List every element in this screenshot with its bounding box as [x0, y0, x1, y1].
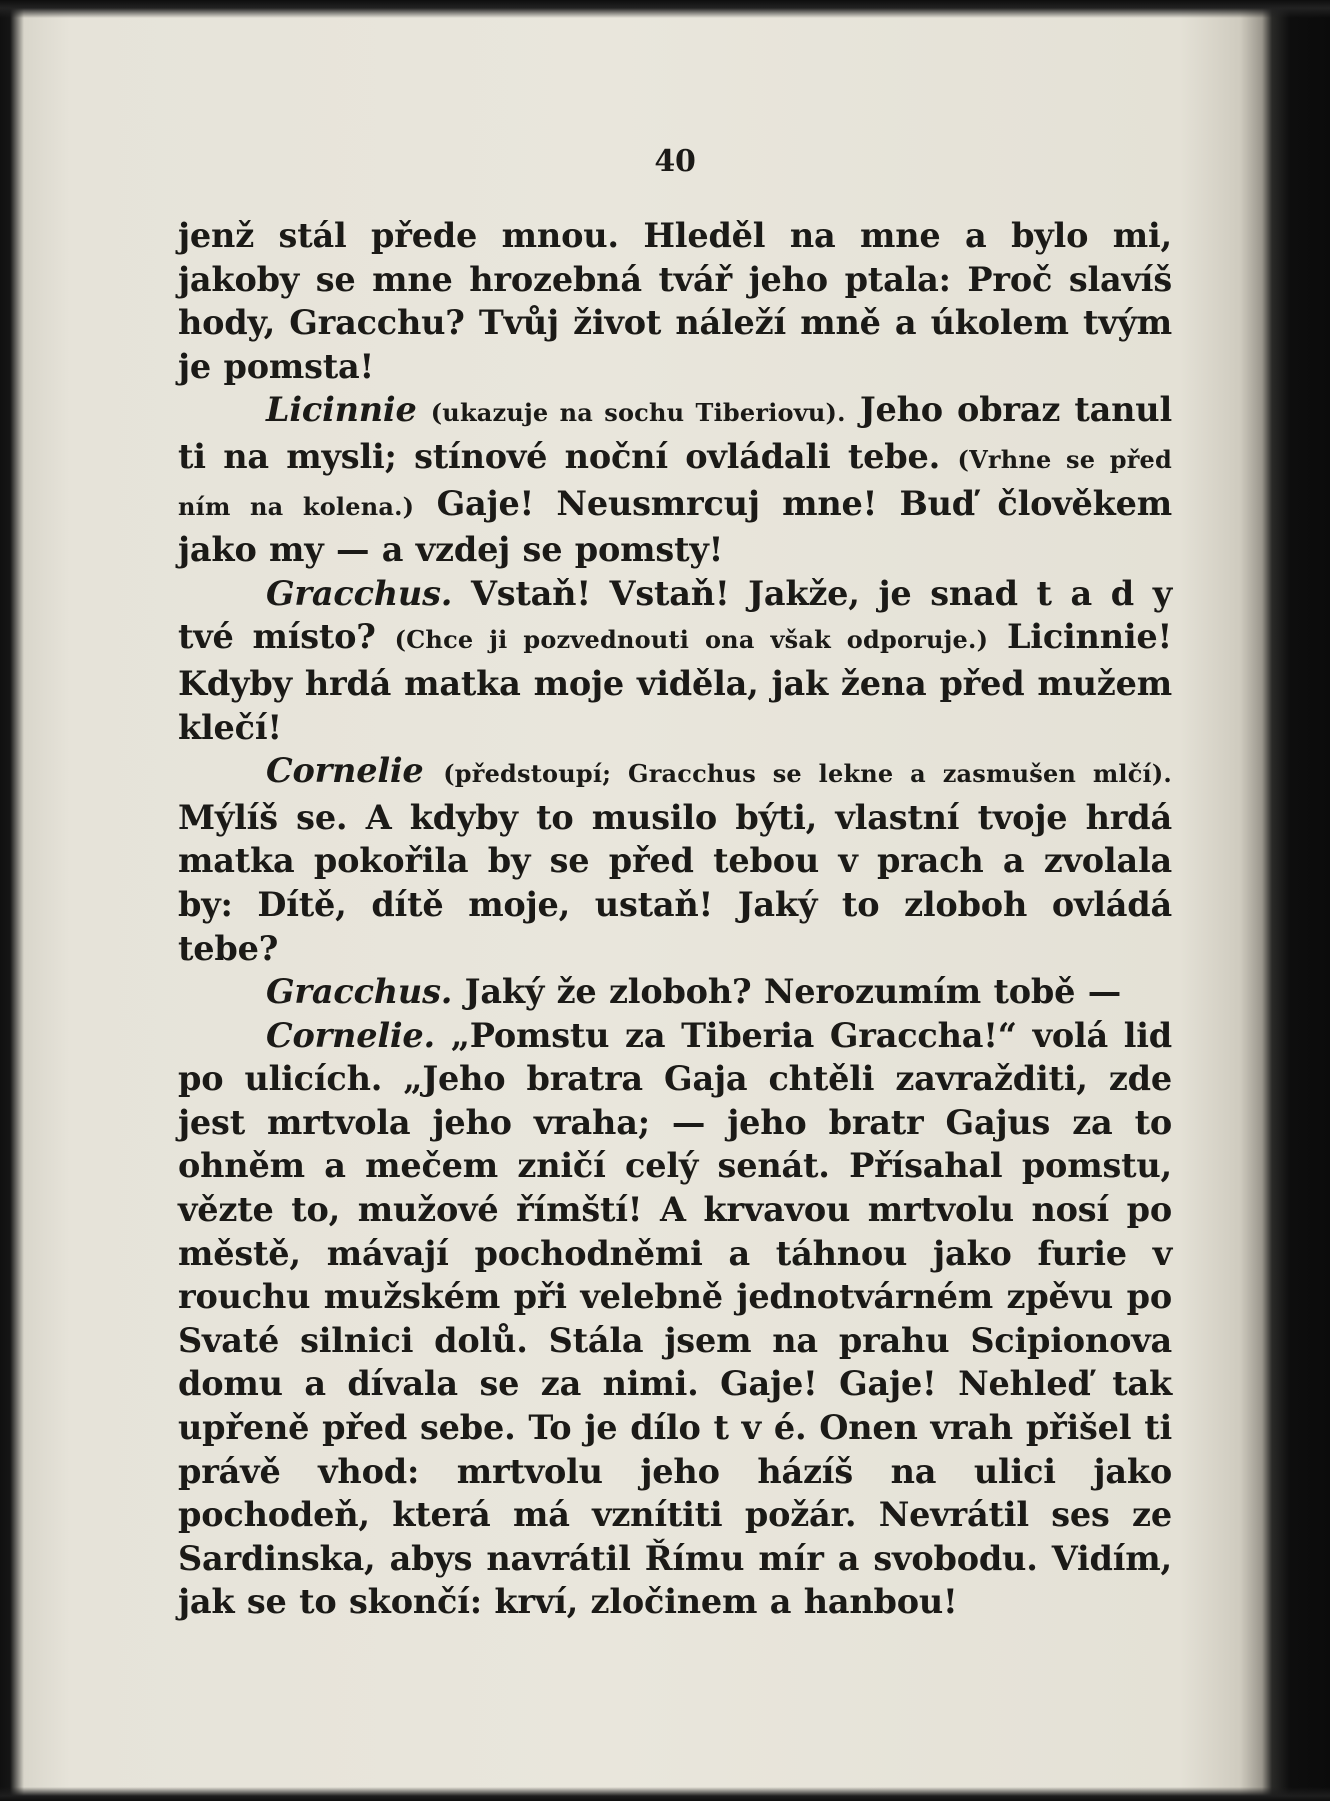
speaker-name: Licinnie	[266, 390, 417, 430]
dialogue-text: Jeho obraz tanul ti na mysli; stínové noční ovládali tebe.	[178, 390, 1172, 476]
stage-direction: (Vrhne se před ním na kolena.)	[178, 444, 1172, 521]
dialogue-text: Licinnie! Kdyby hrdá matka moje viděla, jak žena před mužem klečí!	[178, 617, 1173, 747]
dialogue-text: Gaje! Neusmrcuj mne! Buď člověkem jako my — a vzdej se pomsty!	[178, 483, 1173, 570]
paragraph	[178, 970, 1172, 1014]
top-edge-shadow	[0, 0, 1330, 18]
stage-direction: (předstoupí; Gracchus se lekne a zasmušen mlčí).	[443, 759, 1172, 789]
speaker-name: Gracchus.	[266, 972, 453, 1012]
page-text-block	[178, 132, 1172, 1624]
page-number: 40	[654, 144, 696, 179]
stage-direction: (ukazuje na sochu Tiberiovu).	[430, 398, 846, 428]
paragraph	[178, 1014, 1172, 1624]
bottom-edge-shadow	[0, 1787, 1330, 1801]
dialogue-text: Jaký že zloboh? Nerozumím tobě —	[464, 972, 1121, 1012]
paragraph	[178, 572, 1172, 749]
paragraph	[178, 214, 1172, 388]
dialogue-text: Vstaň! Vstaň! Jakže, je snad t a d y tvé místo?	[178, 573, 1172, 657]
dialogue-text: „Pomstu za Tiberia Graccha!“ volá lid po ulicích. „Jeho bratra Gaja chtěli zavražditi, zde jest mrtvola jeho vraha; — jeho bratr Gajus za to ohněm a mečem zničí celý senát. Přísahal pomstu, vězte to, mužové římští! A krvavou mrtvolu nosí po městě, mávají pochodněmi a táhnou jako furie v rouchu mužském při velebně jednotvárném zpěvu po Svaté silnici dolů. Stála jsem na prahu Scipionova domu a dívala se za nimi. Gaje! Gaje! Nehleď tak upřeně před sebe. To je dílo t v é. Onen vrah přišel ti právě vhod: mrtvolu jeho házíš na ulici jako pochodeň, která má vznítiti požár. Nevrátil ses ze Sardinska, abys navrátil Římu mír a svobodu. Vidím, jak se to skončí: krví, zločinem a hanbou!	[178, 1015, 1172, 1622]
paragraph	[178, 388, 1172, 571]
speaker-name: Cornelie.	[266, 1015, 435, 1055]
speaker-name: Gracchus.	[266, 573, 453, 613]
stage-direction: (Chce ji pozvednouti ona však odporuje.)	[394, 625, 989, 655]
paragraph	[178, 749, 1172, 970]
speaker-name: Cornelie	[266, 751, 424, 791]
dialogue-text: Mýlíš se. A kdyby to musilo býti, vlastní tvoje hrdá matka pokořila by se před tebou v prach a zvolala by: Dítě, dítě moje, ustaň! Jaký to zloboh ovládá tebe?	[178, 797, 1172, 968]
dialogue-text: jenž stál přede mnou. Hleděl na mne a bylo mi, jakoby se mne hrozebná tvář jeho ptala: Proč slavíš hody, Gracchu? Tvůj život náleží mně a úkolem tvým je pomsta!	[178, 216, 1172, 386]
